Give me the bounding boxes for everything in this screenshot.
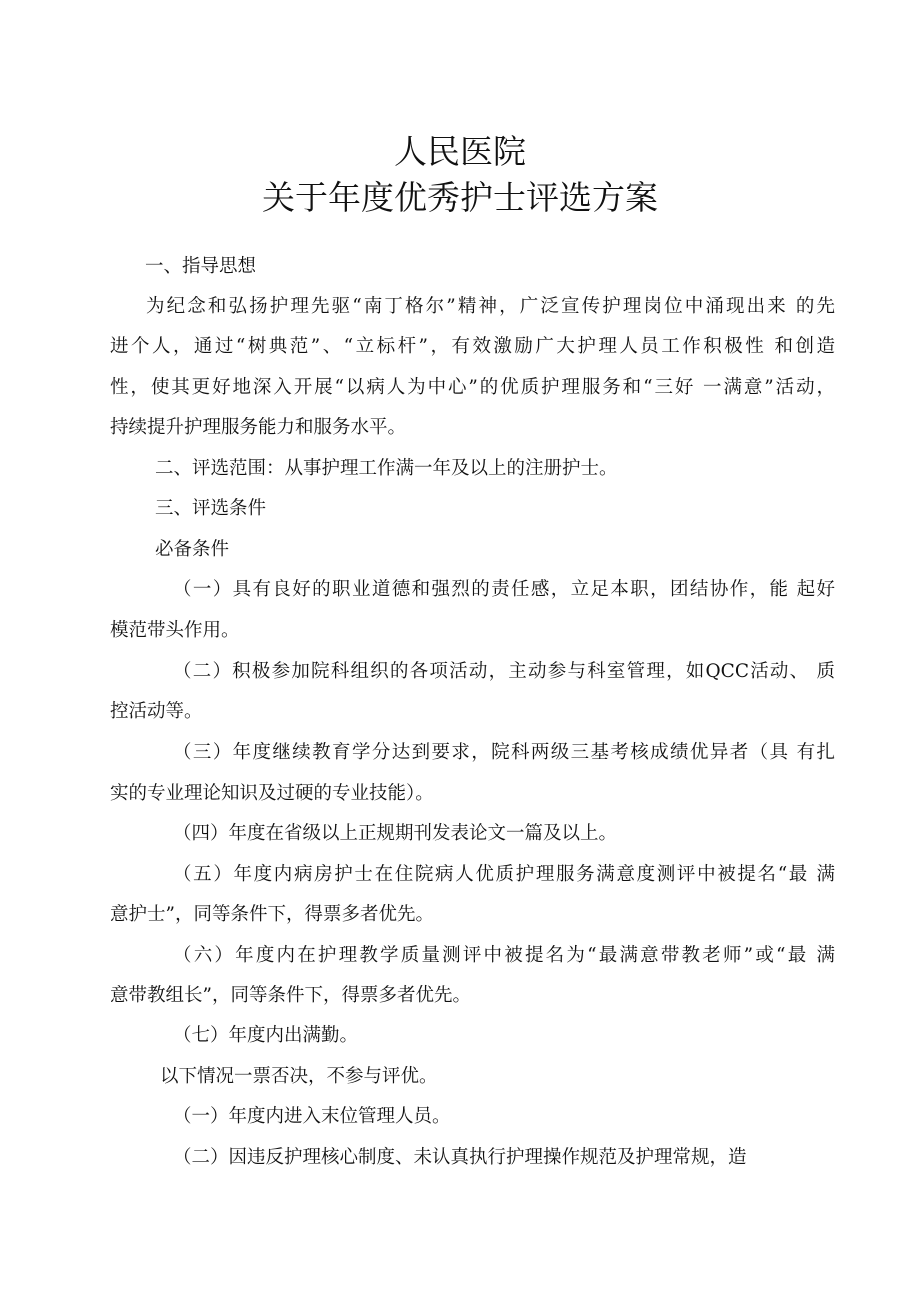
section1-para-line3: 性，使其更好地深入开展“以病人为中心”的优质护理服务和“三好 一满意”活动，	[110, 377, 835, 398]
section3-heading: 三、评选条件	[155, 498, 267, 519]
section1-para-line1: 为纪念和弘扬护理先驱“南丁格尔”精神，广泛宣传护理岗位中涌现出来 的先	[146, 296, 835, 317]
document-title-line1: 人民医院	[394, 132, 526, 171]
document-title-line2: 关于年度优秀护士评选方案	[262, 178, 658, 217]
condition-item5-line1: （五）年度内病房护士在住院病人优质护理服务满意度测评中被提名“最 满	[173, 864, 835, 885]
condition-item2-line2: 控活动等。	[110, 701, 203, 722]
required-conditions-heading: 必备条件	[155, 539, 230, 560]
section1-para-line2: 进个人，通过“树典范”、“立标杆”，有效激励广大护理人员工作积极性 和创造	[110, 336, 835, 357]
condition-item1-line1: （一）具有良好的职业道德和强烈的责任感，立足本职，团结协作，能 起好	[173, 579, 835, 600]
condition-item3-line2: 实的专业理论知识及过硬的专业技能）。	[110, 783, 434, 804]
condition-item3-line1: （三）年度继续教育学分达到要求，院科两级三基考核成绩优异者（具 有扎	[173, 742, 835, 763]
veto-item1: （一）年度内进入末位管理人员。	[173, 1106, 451, 1127]
veto-heading: 以下情况一票否决，不参与评优。	[160, 1066, 438, 1087]
condition-item4: （四）年度在省级以上正规期刊发表论文一篇及以上。	[173, 823, 618, 844]
condition-item1-line2: 模范带头作用。	[110, 620, 240, 641]
section1-para-line4: 持续提升护理服务能力和服务水平。	[110, 417, 407, 438]
condition-item7: （七）年度内出满勤。	[173, 1025, 359, 1046]
condition-item6-line2: 意带教组长”，同等条件下，得票多者优先。	[110, 985, 471, 1006]
veto-item2: （二）因违反护理核心制度、未认真执行护理操作规范及护理常规，造	[173, 1147, 747, 1168]
condition-item5-line2: 意护士”，同等条件下，得票多者优先。	[110, 904, 434, 925]
condition-item6-line1: （六）年度内在护理教学质量测评中被提名为“最满意带教老师”或“最 满	[173, 945, 835, 966]
section1-heading: 一、指导思想	[145, 256, 257, 277]
condition-item2-line1: （二）积极参加院科组织的各项活动，主动参与科室管理，如QCC活动、 质	[173, 661, 835, 682]
section2-text: 二、评选范围：从事护理工作满一年及以上的注册护士。	[155, 458, 618, 479]
